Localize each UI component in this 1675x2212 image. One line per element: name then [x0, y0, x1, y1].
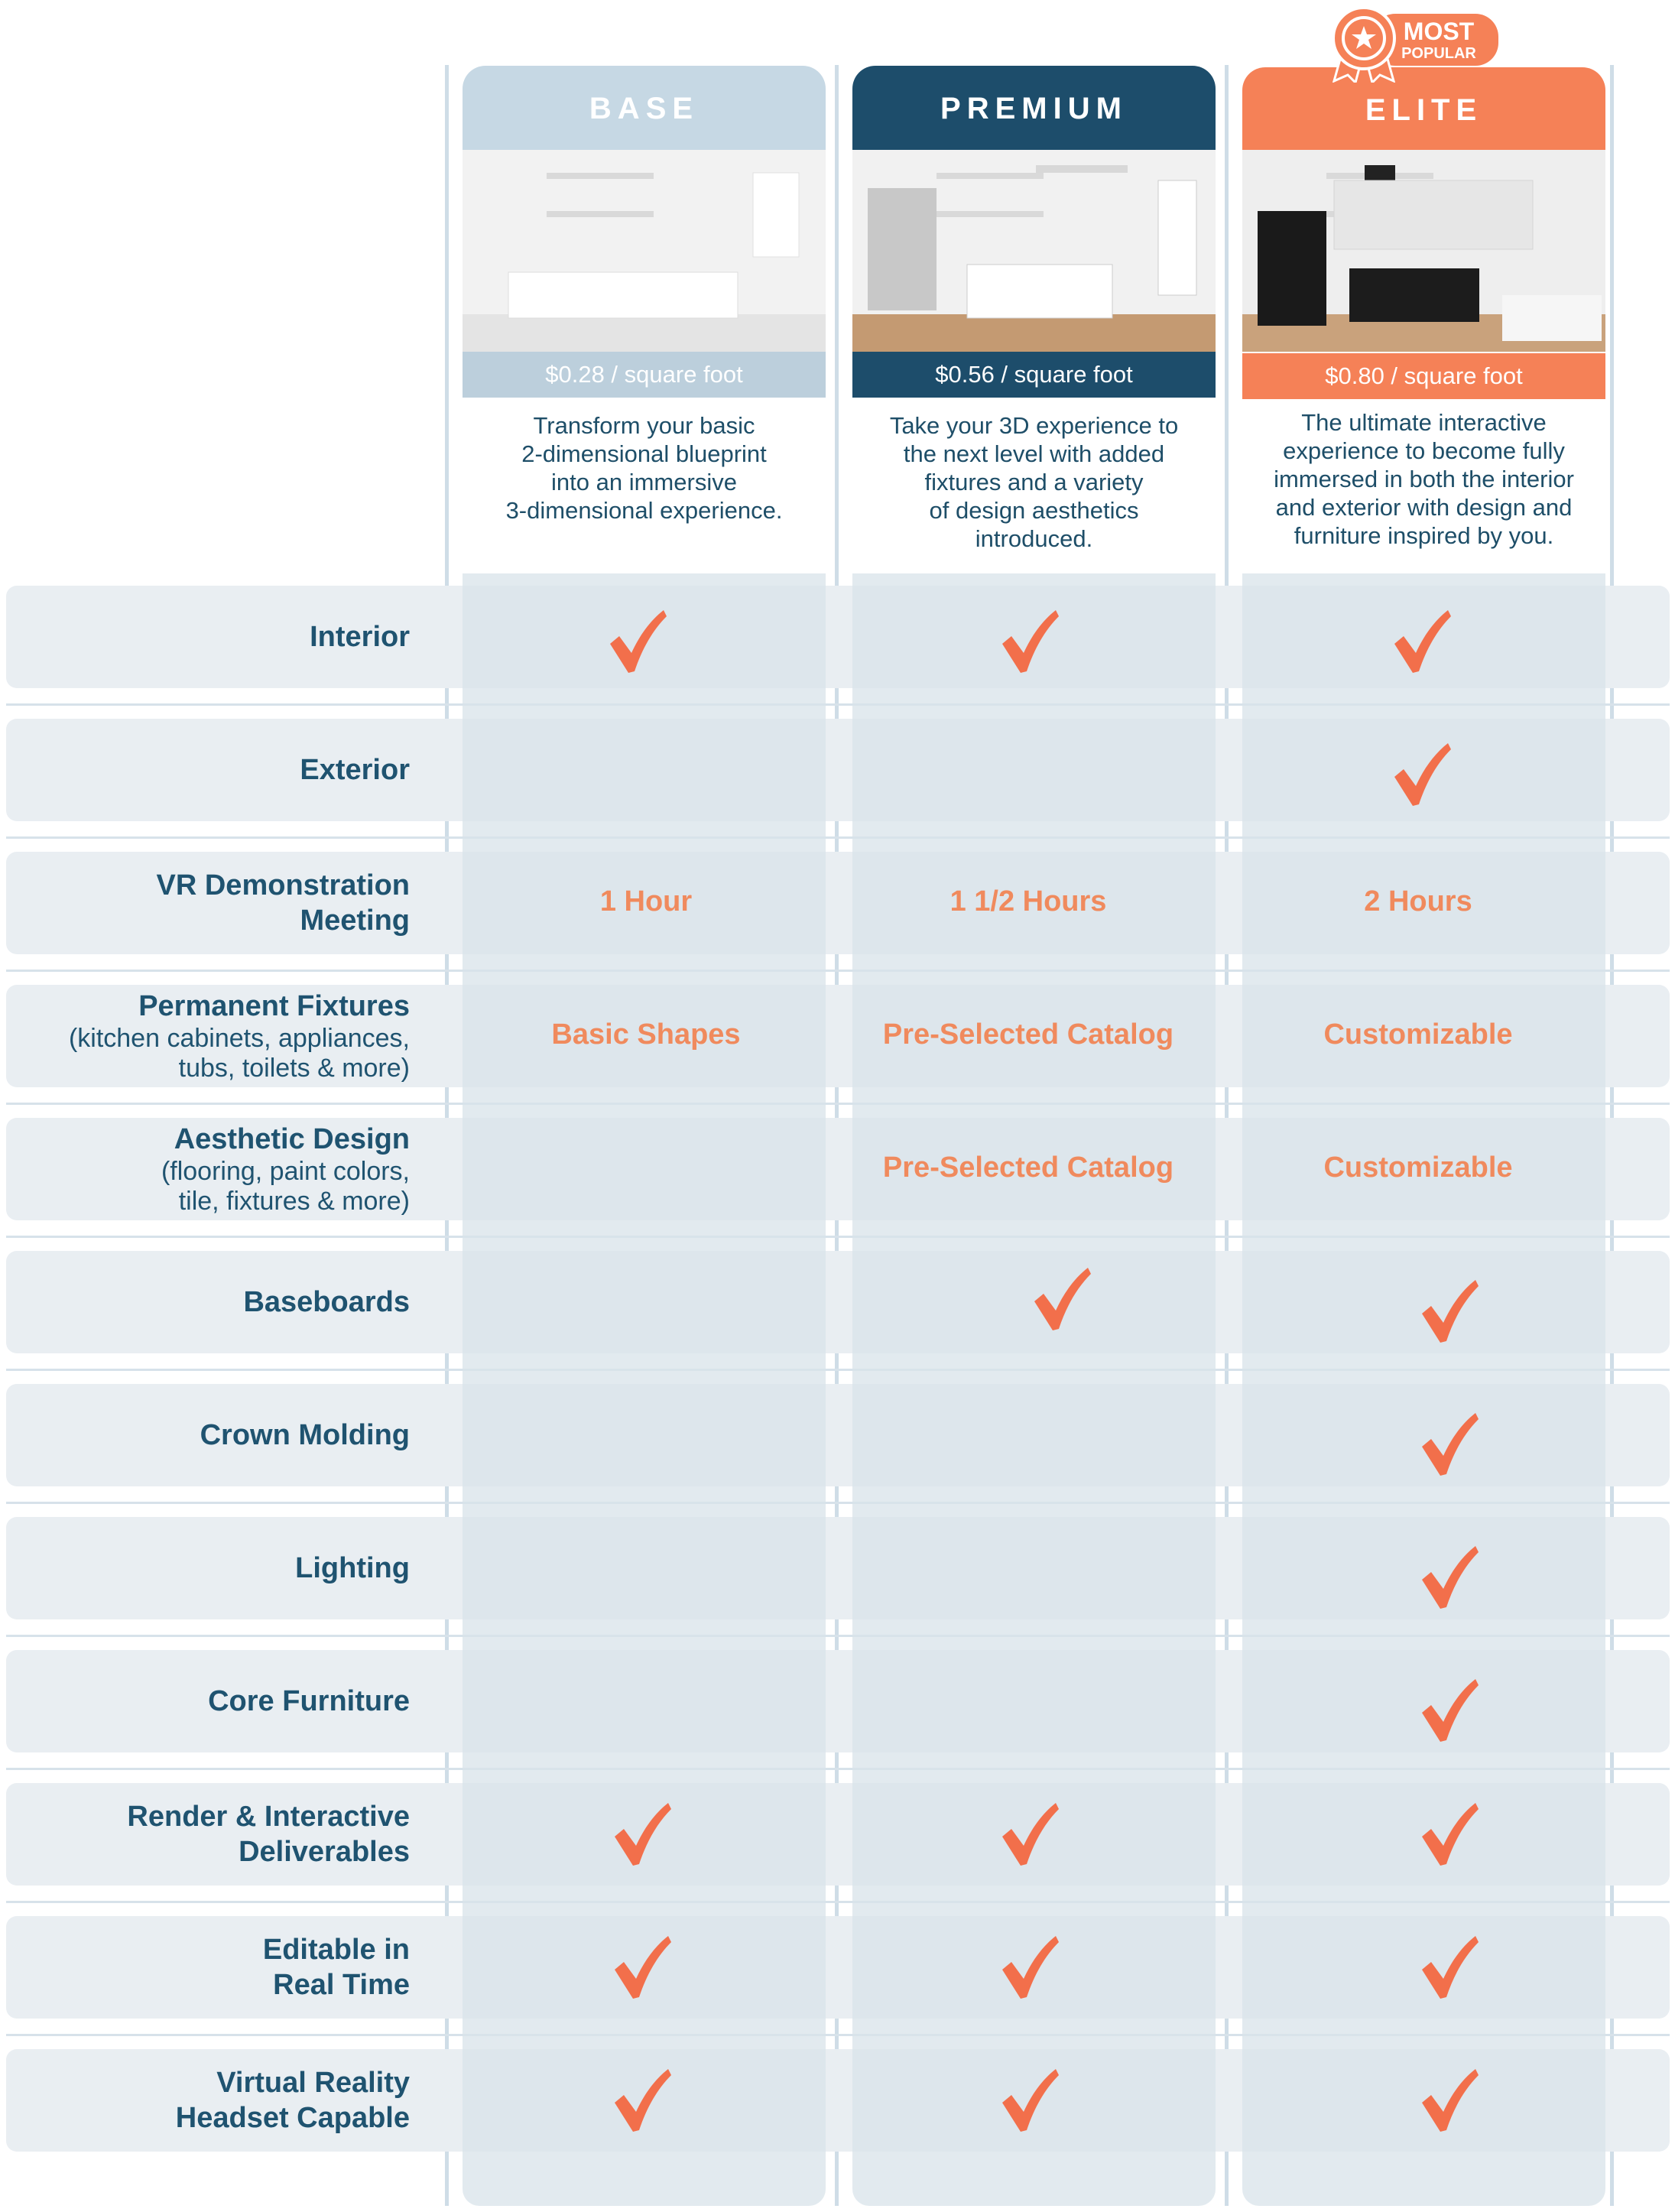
checkmark-icon	[1417, 1934, 1479, 1999]
most-popular-badge	[1326, 6, 1502, 83]
tier-price-elite: $0.80 / square foot	[1242, 353, 1605, 399]
checkmark-icon	[998, 1801, 1059, 1866]
feature-name: Exterior	[300, 754, 410, 786]
checkmark-icon	[1417, 1678, 1479, 1742]
feature-description: (kitchen cabinets, appliances, tubs, toilets & more)	[68, 1024, 410, 1083]
feature-name: Baseboards	[243, 1286, 410, 1318]
feature-value: Customizable	[1323, 1018, 1513, 1051]
checkmark-icon	[1417, 1801, 1479, 1866]
feature-name: Crown Molding	[200, 1419, 410, 1451]
ribbon-star-icon	[1333, 8, 1394, 83]
tier-header-base	[463, 66, 826, 151]
checkmark-icon	[610, 1801, 671, 1866]
feature-label	[243, 1245, 410, 1359]
checkmark-icon	[610, 1934, 671, 1999]
feature-value: Pre-Selected Catalog	[882, 1018, 1174, 1051]
tier-price-premium: $0.56 / square foot	[852, 352, 1216, 398]
feature-name: Lighting	[295, 1552, 410, 1584]
badge-text: MOST	[1403, 18, 1475, 45]
feature-value: 2 Hours	[1364, 885, 1472, 918]
feature-name: Virtual Reality Headset Capable	[175, 2067, 410, 2134]
feature-name: Interior	[310, 621, 410, 653]
tier-header-premium	[852, 66, 1216, 151]
feature-name: Core Furniture	[208, 1685, 410, 1717]
checkmark-icon	[605, 609, 667, 673]
feature-value: Pre-Selected Catalog	[882, 1151, 1174, 1184]
feature-label	[208, 1644, 410, 1759]
feature-label	[200, 1378, 410, 1493]
tier-render-image-premium	[852, 150, 1216, 352]
checkmark-icon	[610, 2067, 671, 2132]
feature-value: Customizable	[1323, 1151, 1513, 1184]
feature-value: 1 1/2 Hours	[949, 885, 1107, 918]
feature-name: Editable in Real Time	[262, 1934, 410, 2001]
badge-text: POPULAR	[1401, 45, 1476, 62]
tier-name: BASE	[589, 91, 700, 125]
feature-label	[263, 1910, 410, 2025]
checkmark-icon	[1390, 609, 1451, 673]
tier-description-premium: Take your 3D experience to the next level with added fixtures and a variety of design aesthetics introduced.	[889, 412, 1179, 552]
tier-name: ELITE	[1365, 93, 1483, 127]
feature-label	[310, 580, 410, 694]
checkmark-icon	[1417, 1411, 1479, 1476]
feature-name: VR Demonstration Meeting	[156, 869, 410, 937]
feature-name: Render & Interactive Deliverables	[127, 1801, 410, 1868]
tier-render-image-base	[463, 150, 826, 352]
feature-label	[300, 713, 410, 827]
feature-value: 1 Hour	[599, 885, 693, 918]
tier-description-base: Transform your basic 2-dimensional blueprint into an immersive 3-dimensional experience.	[505, 412, 783, 524]
feature-value: Basic Shapes	[551, 1018, 741, 1051]
feature-name: Aesthetic Design	[174, 1123, 410, 1155]
checkmark-icon	[998, 609, 1059, 673]
feature-label	[295, 1511, 410, 1626]
checkmark-icon	[1030, 1266, 1091, 1330]
feature-label	[127, 1777, 410, 1892]
feature-name: Permanent Fixtures	[138, 990, 410, 1022]
checkmark-icon	[1417, 1545, 1479, 1609]
tier-render-image-elite	[1242, 150, 1605, 352]
checkmark-icon	[998, 1934, 1059, 1999]
feature-label	[157, 846, 410, 960]
feature-description: (flooring, paint colors, tile, fixtures & more)	[161, 1157, 410, 1216]
checkmark-icon	[998, 2067, 1059, 2132]
tier-description-elite: The ultimate interactive experience to become fully immersed in both the interior and exterior with design and furniture inspired by you.	[1274, 409, 1574, 549]
feature-label	[161, 1112, 410, 1226]
checkmark-icon	[1417, 1278, 1479, 1343]
checkmark-icon	[1390, 742, 1451, 806]
feature-label	[176, 2043, 410, 2158]
tier-price-base: $0.28 / square foot	[463, 352, 826, 398]
feature-label	[69, 979, 410, 1093]
tier-name: PREMIUM	[940, 91, 1128, 125]
checkmark-icon	[1417, 2067, 1479, 2132]
